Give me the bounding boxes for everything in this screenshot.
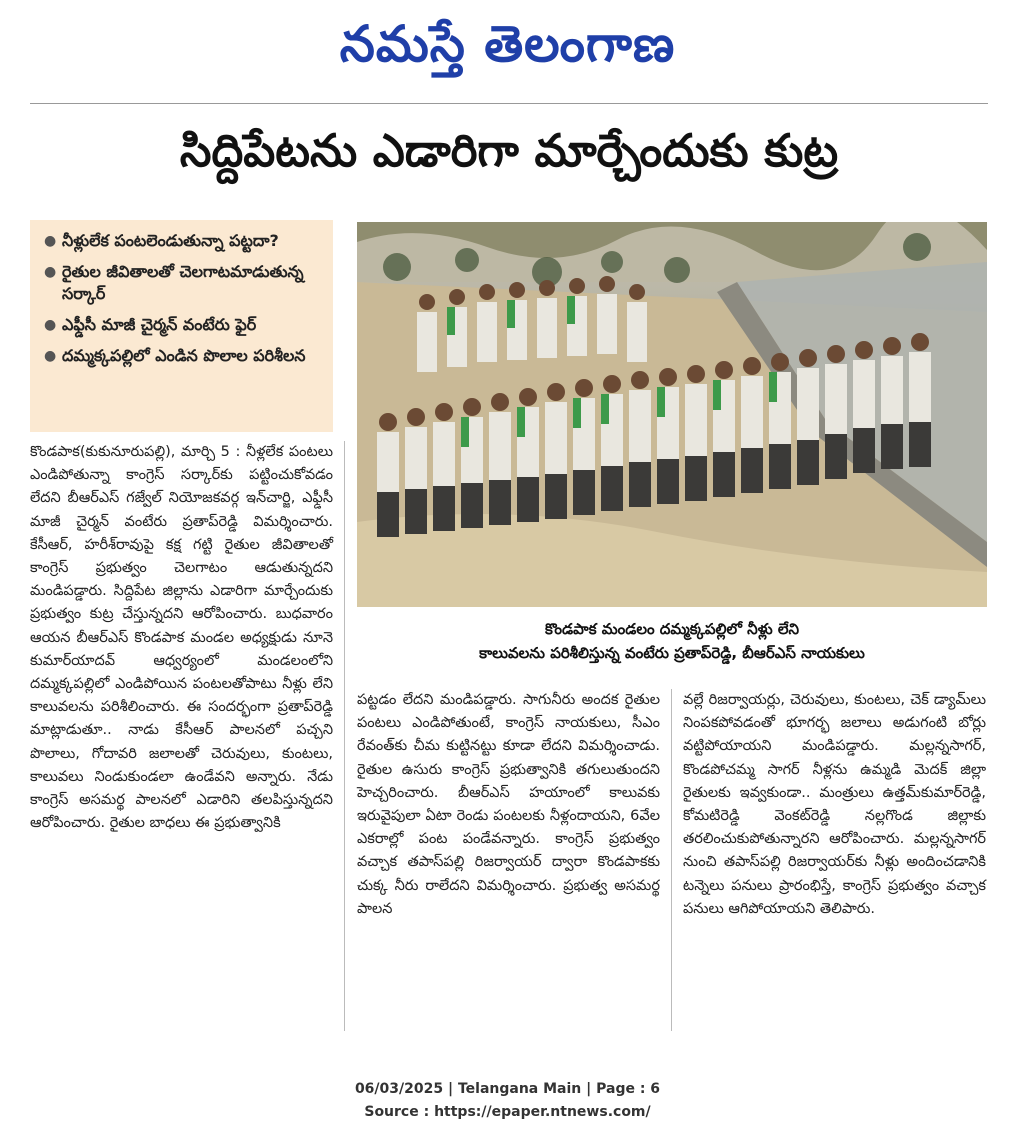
highlight-item: ● దమ్మక్కపల్లిలో ఎండిన పొలాల పరిశీలన [44, 346, 306, 365]
highlight-item: ● ఎఫ్డీసీ మాజీ చైర్మన్ వంటేరు ఫైర్ [44, 315, 257, 334]
article-column-3: వల్లే రిజర్వాయర్లు, చెరువులు, కుంటలు, చెక్ డ్యామ్‌లు నింపకపోవడంతో భూగర్భ జలాలు అడుగంటి బోర్లు వట్టిపోయాయని మండిపడ్డారు. మల్లన్నసాగర్, కొండపోచమ్మ సాగర్ నీళ్లను ఉమ్మడి మెదక్ జిల్లా రైతులకు ఇవ్వకుండా.. మంత్రులు ఉత్తమ్‌కుమార్‌రెడ్డి, కోమటిరెడ్డి వెంకట్‌రెడ్డి నల్లగొండ జిల్లాకు తరలించుకుపోతున్నారని ఆరోపించారు. మల్లన్నసాగర్ నుంచి తపాస్‌పల్లి రిజర్వాయర్‌కు నీళ్లు అందించడానికి టన్నెలు పనులు ప్రారంభిస్తే, కాంగ్రెస్ ప్రభుత్వం వచ్చాక పనులు ఆగిపోయాయని తెలిపారు. [683, 692, 986, 917]
news-photo [357, 222, 987, 607]
column-divider [344, 441, 345, 1031]
footer-date-line: 06/03/2025 | Telangana Main | Page : 6 [354, 1081, 661, 1097]
caption-line: కొండపాక మండలం దమ్మక్కపల్లిలో నీళ్లు లేని [544, 620, 800, 638]
masthead-divider [30, 103, 988, 104]
bullet-icon: ● [44, 317, 57, 333]
bullet-icon: ● [44, 264, 57, 280]
bullet-icon: ● [44, 348, 57, 364]
caption-line: కాలువలను పరిశీలిస్తున్న వంటేరు ప్రతాప్‌రెడ్డి, బీఆర్ఎస్ నాయకులు [479, 644, 865, 662]
article-column-1: కొండపాక(కుకునూరుపల్లి), మార్చి 5 : నీళ్లలేక పంటలు ఎండిపోతున్నా కాంగ్రెస్ సర్కార్‌కు పట్టించుకోవడం లేదని బీఆర్ఎస్ గజ్వేల్ నియోజకవర్గ ఇన్‌చార్జి, ఎఫ్డీసీ మాజీ చైర్మన్ వంటేరు ప్రతాప్‌రెడ్డి విమర్శించారు. కేసీఆర్, హరీశ్‌రావుపై కక్ష గట్టి రైతుల జీవితాలతో కాంగ్రెస్ ప్రభుత్వం చెలగాటం ఆడుతున్నదని మండిపడ్డారు. సిద్దిపేట జిల్లాను ఎడారిగా మార్చేందుకు ప్రభుత్వం కుట్ర చేస్తున్నదని ఆరోపించారు. బుధవారం ఆయన బీఆర్ఎస్ కొండపాక మండల అధ్యక్షుడు నూనె కుమార్‌యాదవ్ ఆధ్వర్యంలో మండలంలోని దమ్మక్కపల్లిలో ఎండిపోయిన పంటలతోపాటు నీళ్లు లేని కాలువలను పరిశీలించారు. ఈ సందర్భంగా ప్రతాప్‌రెడ్డి మాట్లాడుతూ.. నాడు కేసీఆర్ పాలనలో పచ్చని పొలాలు, గోదావరి జలాలతో చెరువులు, కుంటలు, కాలువలు నిండుకుండలా ఉండేవని అన్నారు. నేడు కాంగ్రెస్ అసమర్థ పాలనలో ఎడారిని తలపిస్తున్నదని ఆరోపించారు. రైతుల బాధలు ఈ ప్రభుత్వానికి [30, 444, 333, 832]
bullet-icon: ● [44, 233, 57, 249]
newspaper-masthead: నమస్తే తెలంగాణ [339, 15, 676, 73]
highlights-box [30, 220, 333, 432]
article-column-2: పట్టడం లేదని మండిపడ్డారు. సాగునీరు అందక రైతుల పంటలు ఎండిపోతుంటే, కాంగ్రెస్ నాయకులు, సీఎం రేవంత్‌కు చీమ కుట్టినట్టు కూడా లేదని విమర్శించాడు. రైతుల ఉసురు కాంగ్రెస్ ప్రభుత్వానికి తగులుతుందని హెచ్చరించారు. బీఆర్ఎస్ హయాంలో కాలువకు ఇరువైపులా ఏటా రెండు పంటలకు నీళ్లందాయని, 6వేల ఎకరాల్లో పంట పండేవన్నారు. కాంగ్రెస్ ప్రభుత్వం వచ్చాక తపాస్‌పల్లి రిజర్వాయర్ ద్వారా కొండపాకకు చుక్క నీరు రాలేదని విమర్శించారు. ప్రభుత్వ అసమర్థ పాలన [357, 692, 660, 917]
column-divider [671, 689, 672, 1031]
highlight-item: ● రైతుల జీవితాలతో చెలగాటమాడుతున్న సర్కార్ [44, 262, 304, 303]
highlight-item: ● నీళ్లులేక పంటలెండుతున్నా పట్టదా? [44, 231, 279, 250]
photo-caption [357, 617, 987, 665]
footer-source-line: Source : https://epaper.ntnews.com/ [364, 1104, 651, 1120]
article-headline: సిద్దిపేటను ఎడారిగా మార్చేందుకు కుట్ర [179, 124, 839, 177]
